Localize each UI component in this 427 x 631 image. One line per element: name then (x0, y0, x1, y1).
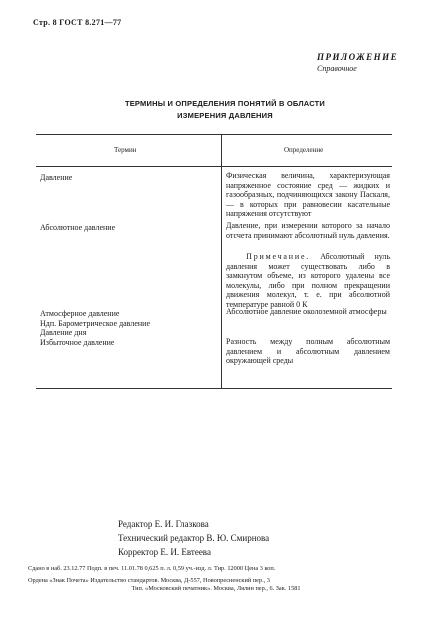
appendix-label (317, 52, 399, 73)
definition-atmospheric-text: Абсолютное давление околоземной атмосферы (226, 307, 387, 316)
term-day-pressure: Давление дня (40, 328, 87, 337)
note-text: Абсолютный нуль давления может существовать либо в замкнутом объеме, из которого удалены все молекулы, либо при полном прекращении движения молекул, т. е. при абсолютной температуре равной 0 К (226, 252, 391, 309)
page-header: Стр. 8 ГОСТ 8.271—77 (33, 18, 122, 27)
editors-block (118, 517, 269, 559)
column-header-term: Термин (114, 146, 137, 154)
imprint-line-3: Тип. «Московский печатник». Москва, Лялин пер., 6. Зак. 1581 (131, 585, 301, 593)
appendix-title: ПРИЛОЖЕНИЕ (317, 52, 399, 62)
term-absolute-pressure: Абсолютное давление (40, 223, 116, 232)
appendix-type: Справочное (317, 64, 357, 73)
table-bottom-rule (36, 388, 392, 389)
table-top-rule (36, 134, 392, 135)
imprint-block (28, 565, 404, 594)
term-pressure: Давление (40, 173, 73, 182)
definition-gauge (226, 337, 390, 366)
definition-pressure-text: Физическая величина, характеризующая напряженное состояние сред — жидких и газообразных, подчиняющихся закону Паскаля, — в которых при равновесии касательные напряжения отсутствуют (226, 171, 390, 219)
editor-line: Редактор Е. И. Глазкова (118, 519, 209, 529)
definition-pressure (226, 171, 390, 219)
imprint-line-2: Ордена «Знак Почета» Издательство стандартов. Москва, Д-557, Новопресненский пер., 3 (28, 576, 270, 584)
definition-gauge-text: Разность между полным абсолютным давлением и абсолютным давлением окружающей среды (226, 337, 390, 366)
imprint-line-1: Сдано в наб. 23.12.77 Подп. в печ. 11.01.78 0,625 п. л. 0,59 уч.-изд. л. Тир. 12000 Цена 3 коп. (28, 565, 276, 572)
table-header-rule (36, 166, 392, 167)
corrector-line: Корректор Е. И. Евтеева (118, 547, 211, 557)
definition-absolute (226, 221, 390, 240)
definition-note-body (226, 252, 390, 310)
term-gauge-pressure: Избыточное давление (40, 337, 115, 347)
title-line-1: ТЕРМИНЫ И ОПРЕДЕЛЕНИЯ ПОНЯТИЙ В ОБЛАСТИ (124, 99, 326, 108)
definition-note (226, 252, 390, 310)
definition-absolute-text: Давление, при измерении которого за начало отсчета принимают абсолютный нуль давления. (226, 221, 390, 240)
term-barometric-pressure: Ндп. Барометрическое давление (40, 318, 151, 328)
term-atmospheric-pressure: Атмосферное давление (40, 309, 120, 318)
column-header-definition: Определение (284, 146, 324, 154)
title-line-2: ИЗМЕРЕНИЯ ДАВЛЕНИЯ (177, 111, 273, 120)
definition-atmospheric (226, 307, 390, 317)
section-title (80, 98, 370, 122)
terms-table (36, 134, 392, 390)
note-label: Примечание. (246, 252, 311, 261)
tech-editor-line: Технический редактор В. Ю. Смирнова (118, 533, 270, 543)
table-column-divider (221, 134, 222, 388)
